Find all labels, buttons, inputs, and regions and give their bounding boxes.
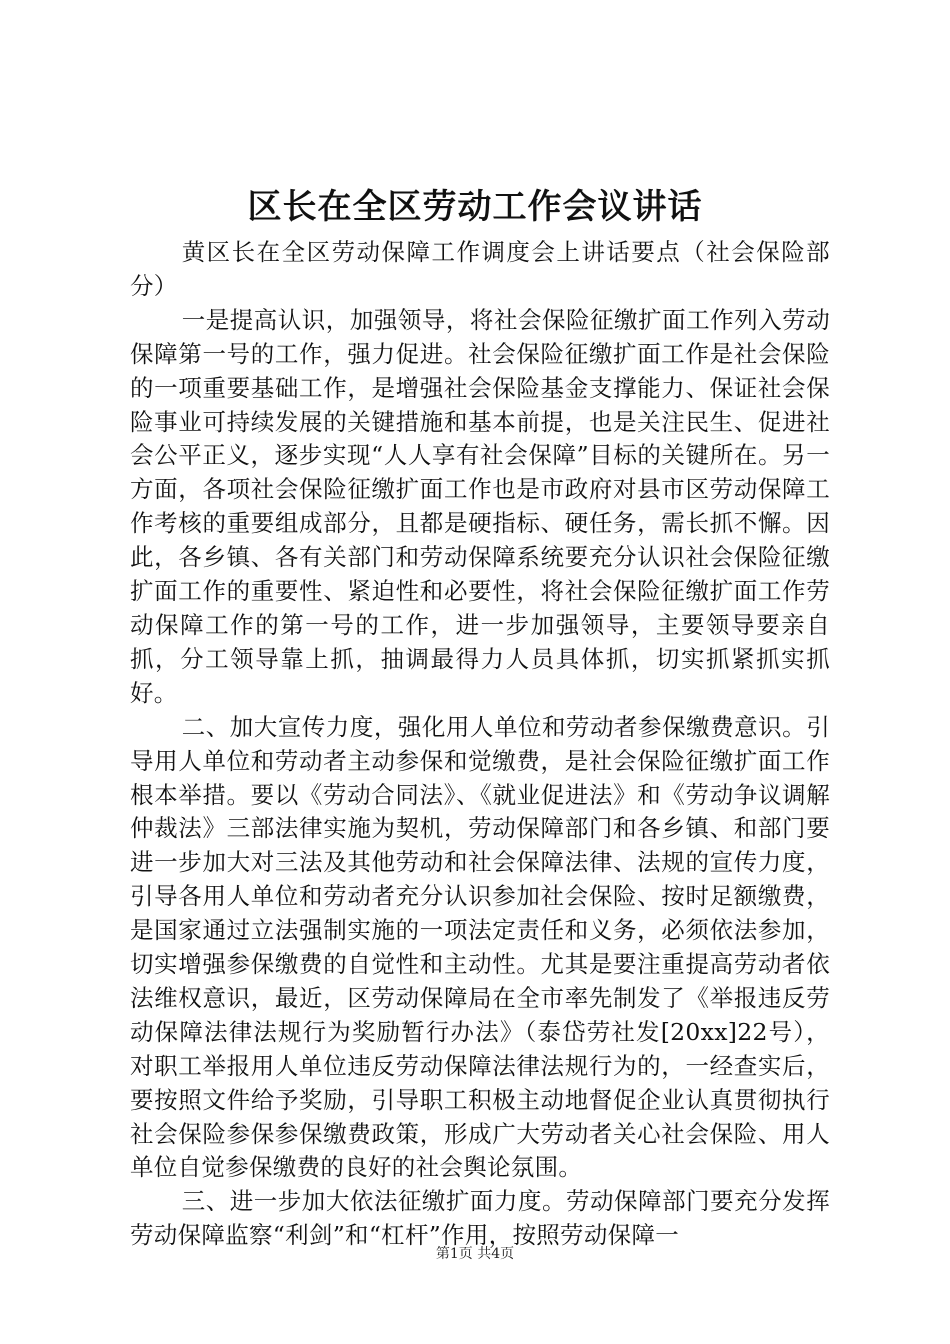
paragraph-point-two: 二、加大宣传力度，强化用人单位和劳动者参保缴费意识。引导用人单位和劳动者主动参保和觉缴费，是社会保险征缴扩面工作根本举措。要以《劳动合同法》、《就业促进法》和《劳动争议调解仲裁法》三部法律实施为契机，劳动保障部门和各乡镇、和部门要进一步加大对三法及其他劳动和社会保障法律、法规的宣传力度，引导各用人单位和劳动者充分认识参加社会保险、按时足额缴费，是国家通过立法强制实施的一项法定责任和义务，必须依法参加，切实增强参保缴费的自觉性和主动性。尤其是要注重提高劳动者依法维权意识，最近，区劳动保障局在全市率先制发了《举报违反劳动保障法律法规行为奖励暂行办法》（泰岱劳社发[20xx]22号），对职工举报用人单位违反劳动保障法律法规行为的，一经查实后，要按照文件给予奖励，引导职工积极主动地督促企业认真贯彻执行社会保险参保参保缴费政策，形成广大劳动者关心社会保险、用人单位自觉参保缴费的良好的社会舆论氛围。	[130, 712, 830, 1182]
document-title: 区长在全区劳动工作会议讲话	[247, 187, 703, 227]
paragraph-intro: 黄区长在全区劳动保障工作调度会上讲话要点（社会保险部分）	[130, 238, 830, 300]
document-body	[130, 236, 830, 1253]
paragraph-point-one: 一是提高认识，加强领导，将社会保险征缴扩面工作列入劳动保障第一号的工作，强力促进。社会保险征缴扩面工作是社会保险的一项重要基础工作，是增强社会保险基金支撑能力、保证社会保险事业可持续发展的关键措施和基本前提，也是关注民生、促进社会公平正义，逐步实现“人人享有社会保障”目标的关键所在。另一方面，各项社会保险征缴扩面工作也是市政府对县市区劳动保障工作考核的重要组成部分，且都是硬指标、硬任务，需长抓不懈。因此，各乡镇、各有关部门和劳动保障系统要充分认识社会保险征缴扩面工作的重要性、紧迫性和必要性，将社会保险征缴扩面工作劳动保障工作的第一号的工作，进一步加强领导，主要领导要亲自抓，分工领导靠上抓，抽调最得力人员具体抓，切实抓紧抓实抓好。	[130, 305, 830, 707]
paragraph-point-three: 三、进一步加大依法征缴扩面力度。劳动保障部门要充分发挥劳动保障监察“利剑”和“杠杆”作用，按照劳动保障一	[130, 1187, 830, 1250]
page-number-footer: 第1页 共4页	[435, 1246, 515, 1262]
